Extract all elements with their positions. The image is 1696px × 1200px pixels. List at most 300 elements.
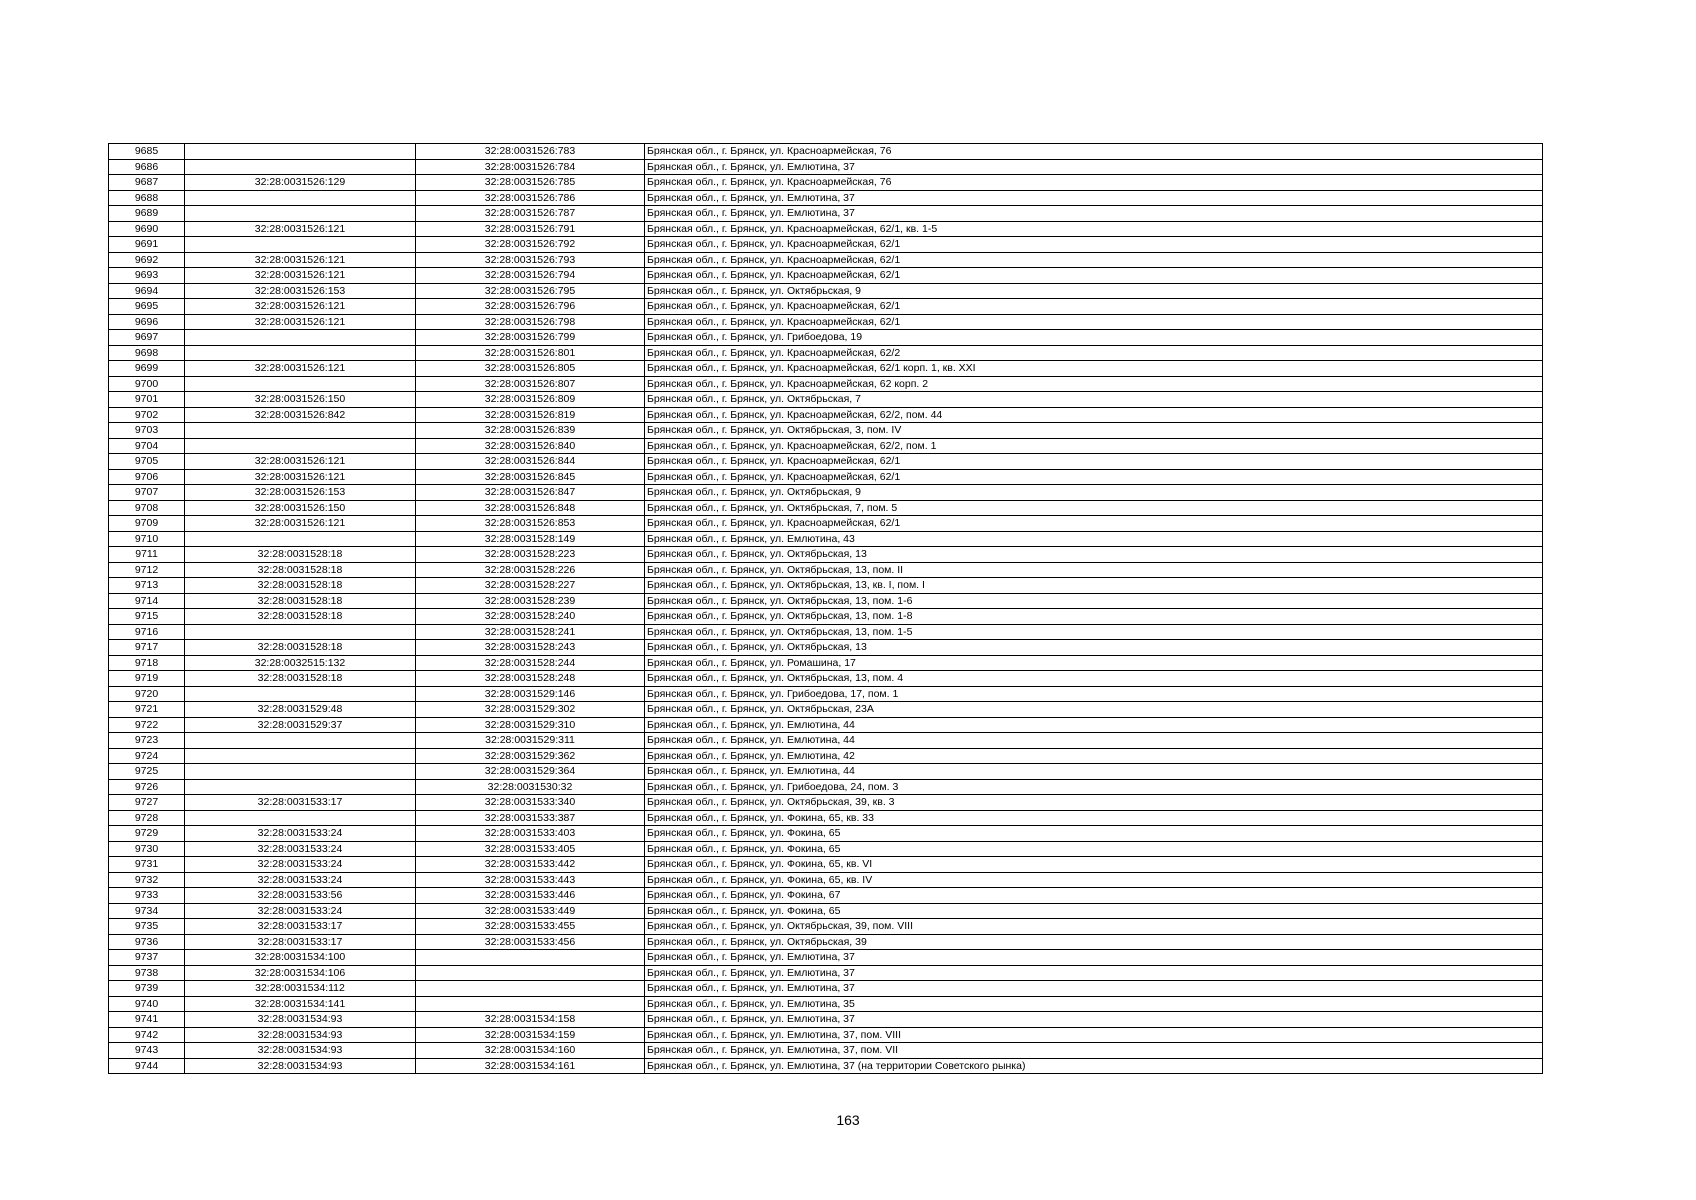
row-number-cell: 9717 bbox=[109, 640, 185, 656]
address-cell: Брянская обл., г. Брянск, ул. Красноармейская, 62 корп. 2 bbox=[645, 376, 1543, 392]
table-row bbox=[109, 330, 1543, 346]
cadastral-number-cell: 32:28:0031526:847 bbox=[416, 485, 645, 501]
table-row bbox=[109, 655, 1543, 671]
cadastral-number-cell: 32:28:0031533:455 bbox=[416, 919, 645, 935]
parent-cadastral-cell bbox=[185, 376, 416, 392]
address-cell: Брянская обл., г. Брянск, ул. Красноармейская, 62/1 bbox=[645, 252, 1543, 268]
cadastral-number-cell: 32:28:0031528:241 bbox=[416, 624, 645, 640]
cadastral-number-cell: 32:28:0031528:227 bbox=[416, 578, 645, 594]
cadastral-number-cell: 32:28:0031526:805 bbox=[416, 361, 645, 377]
row-number-cell: 9715 bbox=[109, 609, 185, 625]
table-row bbox=[109, 1027, 1543, 1043]
cadastral-number-cell: 32:28:0031528:223 bbox=[416, 547, 645, 563]
parent-cadastral-cell: 32:28:0031526:121 bbox=[185, 361, 416, 377]
address-cell: Брянская обл., г. Брянск, ул. Красноармейская, 76 bbox=[645, 175, 1543, 191]
address-cell: Брянская обл., г. Брянск, ул. Октябрьская, 39, пом. VIII bbox=[645, 919, 1543, 935]
table-row bbox=[109, 376, 1543, 392]
table-row bbox=[109, 547, 1543, 563]
table-row bbox=[109, 717, 1543, 733]
cadastral-number-cell: 32:28:0031528:240 bbox=[416, 609, 645, 625]
table-row bbox=[109, 748, 1543, 764]
row-number-cell: 9710 bbox=[109, 531, 185, 547]
cadastral-number-cell: 32:28:0031533:443 bbox=[416, 872, 645, 888]
table-row bbox=[109, 624, 1543, 640]
parent-cadastral-cell: 32:28:0031533:24 bbox=[185, 857, 416, 873]
address-cell: Брянская обл., г. Брянск, ул. Октябрьская, 13, пом. II bbox=[645, 562, 1543, 578]
table-row bbox=[109, 686, 1543, 702]
cadastral-number-cell: 32:28:0031529:311 bbox=[416, 733, 645, 749]
address-cell: Брянская обл., г. Брянск, ул. Емлютина, 37 (на территории Советского рынка) bbox=[645, 1058, 1543, 1074]
parent-cadastral-cell: 32:28:0031526:121 bbox=[185, 299, 416, 315]
parent-cadastral-cell: 32:28:0031534:93 bbox=[185, 1012, 416, 1028]
row-number-cell: 9731 bbox=[109, 857, 185, 873]
table-row bbox=[109, 903, 1543, 919]
table-row bbox=[109, 578, 1543, 594]
page-number: 163 bbox=[836, 1112, 860, 1128]
table-row bbox=[109, 593, 1543, 609]
cadastral-number-cell: 32:28:0031526:783 bbox=[416, 144, 645, 160]
parent-cadastral-cell bbox=[185, 624, 416, 640]
cadastral-number-cell: 32:28:0031526:792 bbox=[416, 237, 645, 253]
table-row bbox=[109, 702, 1543, 718]
table-row bbox=[109, 640, 1543, 656]
address-cell: Брянская обл., г. Брянск, ул. Октябрьская, 13 bbox=[645, 547, 1543, 563]
table-row bbox=[109, 671, 1543, 687]
row-number-cell: 9721 bbox=[109, 702, 185, 718]
parent-cadastral-cell bbox=[185, 206, 416, 222]
table-row bbox=[109, 826, 1543, 842]
parent-cadastral-cell bbox=[185, 159, 416, 175]
table-row bbox=[109, 299, 1543, 315]
address-cell: Брянская обл., г. Брянск, ул. Грибоедова, 24, пом. 3 bbox=[645, 779, 1543, 795]
cadastral-number-cell: 32:28:0031533:405 bbox=[416, 841, 645, 857]
cadastral-number-cell: 32:28:0031528:244 bbox=[416, 655, 645, 671]
address-cell: Брянская обл., г. Брянск, ул. Октябрьская, 7, пом. 5 bbox=[645, 500, 1543, 516]
parent-cadastral-cell: 32:28:0031528:18 bbox=[185, 578, 416, 594]
address-cell: Брянская обл., г. Брянск, ул. Красноармейская, 62/1 bbox=[645, 314, 1543, 330]
table-row bbox=[109, 531, 1543, 547]
cadastral-number-cell: 32:28:0031534:161 bbox=[416, 1058, 645, 1074]
address-cell: Брянская обл., г. Брянск, ул. Октябрьская, 23А bbox=[645, 702, 1543, 718]
address-cell: Брянская обл., г. Брянск, ул. Емлютина, 37 bbox=[645, 206, 1543, 222]
table-row bbox=[109, 795, 1543, 811]
row-number-cell: 9722 bbox=[109, 717, 185, 733]
cadastral-number-cell: 32:28:0031533:449 bbox=[416, 903, 645, 919]
table-row bbox=[109, 314, 1543, 330]
cadastral-number-cell: 32:28:0031526:840 bbox=[416, 438, 645, 454]
parent-cadastral-cell: 32:28:0031533:24 bbox=[185, 841, 416, 857]
parent-cadastral-cell bbox=[185, 748, 416, 764]
table-row bbox=[109, 872, 1543, 888]
table-row bbox=[109, 237, 1543, 253]
parent-cadastral-cell: 32:28:0031526:150 bbox=[185, 392, 416, 408]
cadastral-number-cell: 32:28:0031533:456 bbox=[416, 934, 645, 950]
row-number-cell: 9688 bbox=[109, 190, 185, 206]
parent-cadastral-cell: 32:28:0031534:100 bbox=[185, 950, 416, 966]
row-number-cell: 9690 bbox=[109, 221, 185, 237]
parent-cadastral-cell: 32:28:0031526:121 bbox=[185, 516, 416, 532]
cadastral-number-cell: 32:28:0031529:364 bbox=[416, 764, 645, 780]
cadastral-number-cell: 32:28:0031526:845 bbox=[416, 469, 645, 485]
cadastral-number-cell: 32:28:0031529:310 bbox=[416, 717, 645, 733]
table-row bbox=[109, 438, 1543, 454]
address-cell: Брянская обл., г. Брянск, ул. Красноармейская, 62/1 bbox=[645, 516, 1543, 532]
row-number-cell: 9739 bbox=[109, 981, 185, 997]
address-cell: Брянская обл., г. Брянск, ул. Емлютина, 37 bbox=[645, 965, 1543, 981]
cadastral-number-cell: 32:28:0031526:793 bbox=[416, 252, 645, 268]
address-cell: Брянская обл., г. Брянск, ул. Емлютина, 42 bbox=[645, 748, 1543, 764]
address-cell: Брянская обл., г. Брянск, ул. Фокина, 67 bbox=[645, 888, 1543, 904]
address-cell: Брянская обл., г. Брянск, ул. Красноармейская, 76 bbox=[645, 144, 1543, 160]
table-row bbox=[109, 159, 1543, 175]
parent-cadastral-cell: 32:28:0031533:17 bbox=[185, 919, 416, 935]
cadastral-number-cell bbox=[416, 965, 645, 981]
table-row bbox=[109, 206, 1543, 222]
cadastral-number-cell: 32:28:0031534:158 bbox=[416, 1012, 645, 1028]
row-number-cell: 9704 bbox=[109, 438, 185, 454]
cadastral-number-cell: 32:28:0031526:839 bbox=[416, 423, 645, 439]
address-cell: Брянская обл., г. Брянск, ул. Октябрьская, 39 bbox=[645, 934, 1543, 950]
address-cell: Брянская обл., г. Брянск, ул. Грибоедова, 19 bbox=[645, 330, 1543, 346]
row-number-cell: 9691 bbox=[109, 237, 185, 253]
parent-cadastral-cell bbox=[185, 190, 416, 206]
row-number-cell: 9708 bbox=[109, 500, 185, 516]
cadastral-number-cell: 32:28:0031526:809 bbox=[416, 392, 645, 408]
table-row bbox=[109, 733, 1543, 749]
cadastral-number-cell: 32:28:0031528:149 bbox=[416, 531, 645, 547]
table-row bbox=[109, 857, 1543, 873]
table-row bbox=[109, 516, 1543, 532]
table-row bbox=[109, 454, 1543, 470]
parent-cadastral-cell: 32:28:0031526:153 bbox=[185, 485, 416, 501]
cadastral-number-cell: 32:28:0031526:798 bbox=[416, 314, 645, 330]
table-row bbox=[109, 1043, 1543, 1059]
parent-cadastral-cell: 32:28:0031526:842 bbox=[185, 407, 416, 423]
cadastral-number-cell bbox=[416, 981, 645, 997]
row-number-cell: 9740 bbox=[109, 996, 185, 1012]
row-number-cell: 9686 bbox=[109, 159, 185, 175]
cadastral-number-cell: 32:28:0031526:785 bbox=[416, 175, 645, 191]
address-cell: Брянская обл., г. Брянск, ул. Октябрьская, 13, пом. 1-5 bbox=[645, 624, 1543, 640]
address-cell: Брянская обл., г. Брянск, ул. Фокина, 65, кв. VI bbox=[645, 857, 1543, 873]
address-cell: Брянская обл., г. Брянск, ул. Красноармейская, 62/1 bbox=[645, 454, 1543, 470]
cadastral-number-cell: 32:28:0031526:794 bbox=[416, 268, 645, 284]
address-cell: Брянская обл., г. Брянск, ул. Емлютина, 37 bbox=[645, 190, 1543, 206]
parent-cadastral-cell bbox=[185, 423, 416, 439]
cadastral-number-cell: 32:28:0031533:442 bbox=[416, 857, 645, 873]
address-cell: Брянская обл., г. Брянск, ул. Красноармейская, 62/1 bbox=[645, 299, 1543, 315]
cadastral-number-cell: 32:28:0031533:403 bbox=[416, 826, 645, 842]
parent-cadastral-cell: 32:28:0031534:93 bbox=[185, 1058, 416, 1074]
cadastral-number-cell: 32:28:0031526:796 bbox=[416, 299, 645, 315]
parent-cadastral-cell: 32:28:0031533:24 bbox=[185, 903, 416, 919]
table-row bbox=[109, 345, 1543, 361]
parent-cadastral-cell: 32:28:0031529:48 bbox=[185, 702, 416, 718]
cadastral-number-cell: 32:28:0031528:226 bbox=[416, 562, 645, 578]
row-number-cell: 9743 bbox=[109, 1043, 185, 1059]
parent-cadastral-cell bbox=[185, 531, 416, 547]
table-row bbox=[109, 996, 1543, 1012]
cadastral-number-cell: 32:28:0031529:146 bbox=[416, 686, 645, 702]
table-row bbox=[109, 1058, 1543, 1074]
table-row bbox=[109, 392, 1543, 408]
table-row bbox=[109, 500, 1543, 516]
cadastral-number-cell: 32:28:0031526:807 bbox=[416, 376, 645, 392]
row-number-cell: 9744 bbox=[109, 1058, 185, 1074]
table-body bbox=[109, 144, 1543, 1074]
row-number-cell: 9701 bbox=[109, 392, 185, 408]
parent-cadastral-cell bbox=[185, 144, 416, 160]
parent-cadastral-cell bbox=[185, 733, 416, 749]
parent-cadastral-cell bbox=[185, 686, 416, 702]
parent-cadastral-cell: 32:28:0031526:121 bbox=[185, 252, 416, 268]
address-cell: Брянская обл., г. Брянск, ул. Красноармейская, 62/1 bbox=[645, 469, 1543, 485]
table-row bbox=[109, 981, 1543, 997]
row-number-cell: 9692 bbox=[109, 252, 185, 268]
parent-cadastral-cell: 32:28:0032515:132 bbox=[185, 655, 416, 671]
row-number-cell: 9730 bbox=[109, 841, 185, 857]
row-number-cell: 9714 bbox=[109, 593, 185, 609]
address-cell: Брянская обл., г. Брянск, ул. Фокина, 65 bbox=[645, 841, 1543, 857]
cadastral-number-cell: 32:28:0031534:160 bbox=[416, 1043, 645, 1059]
address-cell: Брянская обл., г. Брянск, ул. Красноармейская, 62/1 bbox=[645, 237, 1543, 253]
address-cell: Брянская обл., г. Брянск, ул. Фокина, 65 bbox=[645, 903, 1543, 919]
table-row bbox=[109, 919, 1543, 935]
parent-cadastral-cell: 32:28:0031533:24 bbox=[185, 826, 416, 842]
parent-cadastral-cell: 32:28:0031534:141 bbox=[185, 996, 416, 1012]
table-row bbox=[109, 407, 1543, 423]
cadastral-number-cell bbox=[416, 996, 645, 1012]
row-number-cell: 9738 bbox=[109, 965, 185, 981]
row-number-cell: 9735 bbox=[109, 919, 185, 935]
cadastral-number-cell: 32:28:0031529:302 bbox=[416, 702, 645, 718]
parent-cadastral-cell: 32:28:0031526:121 bbox=[185, 314, 416, 330]
table-row bbox=[109, 221, 1543, 237]
row-number-cell: 9728 bbox=[109, 810, 185, 826]
parent-cadastral-cell: 32:28:0031528:18 bbox=[185, 671, 416, 687]
address-cell: Брянская обл., г. Брянск, ул. Октябрьская, 9 bbox=[645, 485, 1543, 501]
address-cell: Брянская обл., г. Брянск, ул. Емлютина, 37 bbox=[645, 950, 1543, 966]
row-number-cell: 9718 bbox=[109, 655, 185, 671]
address-cell: Брянская обл., г. Брянск, ул. Емлютина, 37, пом. VII bbox=[645, 1043, 1543, 1059]
address-cell: Брянская обл., г. Брянск, ул. Емлютина, 44 bbox=[645, 733, 1543, 749]
cadastral-number-cell: 32:28:0031528:239 bbox=[416, 593, 645, 609]
parent-cadastral-cell: 32:28:0031526:121 bbox=[185, 469, 416, 485]
row-number-cell: 9729 bbox=[109, 826, 185, 842]
cadastral-number-cell: 32:28:0031534:159 bbox=[416, 1027, 645, 1043]
parent-cadastral-cell bbox=[185, 345, 416, 361]
row-number-cell: 9706 bbox=[109, 469, 185, 485]
row-number-cell: 9712 bbox=[109, 562, 185, 578]
address-cell: Брянская обл., г. Брянск, ул. Октябрьская, 13, пом. 1-8 bbox=[645, 609, 1543, 625]
address-cell: Брянская обл., г. Брянск, ул. Октябрьская, 13, кв. I, пом. I bbox=[645, 578, 1543, 594]
cadastral-number-cell: 32:28:0031528:243 bbox=[416, 640, 645, 656]
address-cell: Брянская обл., г. Брянск, ул. Емлютина, 44 bbox=[645, 717, 1543, 733]
table-row bbox=[109, 562, 1543, 578]
cadastral-number-cell: 32:28:0031526:786 bbox=[416, 190, 645, 206]
address-cell: Брянская обл., г. Брянск, ул. Грибоедова, 17, пом. 1 bbox=[645, 686, 1543, 702]
table-row bbox=[109, 810, 1543, 826]
row-number-cell: 9703 bbox=[109, 423, 185, 439]
table-row bbox=[109, 252, 1543, 268]
parent-cadastral-cell bbox=[185, 330, 416, 346]
address-cell: Брянская обл., г. Брянск, ул. Красноармейская, 62/1 bbox=[645, 268, 1543, 284]
table-row bbox=[109, 934, 1543, 950]
row-number-cell: 9694 bbox=[109, 283, 185, 299]
cadastral-number-cell: 32:28:0031526:853 bbox=[416, 516, 645, 532]
row-number-cell: 9737 bbox=[109, 950, 185, 966]
row-number-cell: 9709 bbox=[109, 516, 185, 532]
row-number-cell: 9685 bbox=[109, 144, 185, 160]
parent-cadastral-cell bbox=[185, 438, 416, 454]
parent-cadastral-cell: 32:28:0031534:112 bbox=[185, 981, 416, 997]
parent-cadastral-cell bbox=[185, 779, 416, 795]
cadastral-number-cell: 32:28:0031533:446 bbox=[416, 888, 645, 904]
cadastral-number-cell: 32:28:0031526:784 bbox=[416, 159, 645, 175]
cadastral-number-cell: 32:28:0031526:795 bbox=[416, 283, 645, 299]
table-row bbox=[109, 779, 1543, 795]
parent-cadastral-cell: 32:28:0031533:17 bbox=[185, 795, 416, 811]
row-number-cell: 9699 bbox=[109, 361, 185, 377]
address-cell: Брянская обл., г. Брянск, ул. Фокина, 65 bbox=[645, 826, 1543, 842]
row-number-cell: 9724 bbox=[109, 748, 185, 764]
table-row bbox=[109, 469, 1543, 485]
row-number-cell: 9734 bbox=[109, 903, 185, 919]
address-cell: Брянская обл., г. Брянск, ул. Емлютина, 37 bbox=[645, 981, 1543, 997]
row-number-cell: 9720 bbox=[109, 686, 185, 702]
parent-cadastral-cell: 32:28:0031526:121 bbox=[185, 454, 416, 470]
parent-cadastral-cell: 32:28:0031528:18 bbox=[185, 609, 416, 625]
address-cell: Брянская обл., г. Брянск, ул. Ромашина, 17 bbox=[645, 655, 1543, 671]
table-row bbox=[109, 888, 1543, 904]
row-number-cell: 9713 bbox=[109, 578, 185, 594]
parent-cadastral-cell: 32:28:0031526:121 bbox=[185, 221, 416, 237]
table-row bbox=[109, 965, 1543, 981]
cadastral-number-cell: 32:28:0031526:801 bbox=[416, 345, 645, 361]
table-row bbox=[109, 423, 1543, 439]
row-number-cell: 9719 bbox=[109, 671, 185, 687]
row-number-cell: 9741 bbox=[109, 1012, 185, 1028]
row-number-cell: 9697 bbox=[109, 330, 185, 346]
table-row bbox=[109, 283, 1543, 299]
address-cell: Брянская обл., г. Брянск, ул. Емлютина, 37, пом. VIII bbox=[645, 1027, 1543, 1043]
parent-cadastral-cell: 32:28:0031533:56 bbox=[185, 888, 416, 904]
address-cell: Брянская обл., г. Брянск, ул. Октябрьская, 39, кв. 3 bbox=[645, 795, 1543, 811]
cadastral-number-cell: 32:28:0031530:32 bbox=[416, 779, 645, 795]
table-row bbox=[109, 1012, 1543, 1028]
parent-cadastral-cell: 32:28:0031529:37 bbox=[185, 717, 416, 733]
parent-cadastral-cell: 32:28:0031534:93 bbox=[185, 1027, 416, 1043]
address-cell: Брянская обл., г. Брянск, ул. Октябрьская, 7 bbox=[645, 392, 1543, 408]
table-row bbox=[109, 609, 1543, 625]
table-row bbox=[109, 144, 1543, 160]
row-number-cell: 9716 bbox=[109, 624, 185, 640]
cadastral-number-cell: 32:28:0031526:844 bbox=[416, 454, 645, 470]
cadastral-number-cell: 32:28:0031526:787 bbox=[416, 206, 645, 222]
row-number-cell: 9711 bbox=[109, 547, 185, 563]
address-cell: Брянская обл., г. Брянск, ул. Фокина, 65, кв. IV bbox=[645, 872, 1543, 888]
row-number-cell: 9698 bbox=[109, 345, 185, 361]
row-number-cell: 9695 bbox=[109, 299, 185, 315]
row-number-cell: 9689 bbox=[109, 206, 185, 222]
row-number-cell: 9705 bbox=[109, 454, 185, 470]
parent-cadastral-cell: 32:28:0031533:24 bbox=[185, 872, 416, 888]
parent-cadastral-cell bbox=[185, 810, 416, 826]
row-number-cell: 9702 bbox=[109, 407, 185, 423]
parent-cadastral-cell: 32:28:0031534:93 bbox=[185, 1043, 416, 1059]
parent-cadastral-cell bbox=[185, 237, 416, 253]
cadastral-number-cell: 32:28:0031526:819 bbox=[416, 407, 645, 423]
row-number-cell: 9733 bbox=[109, 888, 185, 904]
address-cell: Брянская обл., г. Брянск, ул. Октябрьская, 13, пом. 4 bbox=[645, 671, 1543, 687]
cadastral-number-cell: 32:28:0031529:362 bbox=[416, 748, 645, 764]
parent-cadastral-cell: 32:28:0031528:18 bbox=[185, 547, 416, 563]
address-cell: Брянская обл., г. Брянск, ул. Емлютина, 44 bbox=[645, 764, 1543, 780]
cadastral-number-cell: 32:28:0031528:248 bbox=[416, 671, 645, 687]
parent-cadastral-cell: 32:28:0031526:153 bbox=[185, 283, 416, 299]
cadastral-number-cell: 32:28:0031526:791 bbox=[416, 221, 645, 237]
cadastral-number-cell: 32:28:0031526:848 bbox=[416, 500, 645, 516]
table-row bbox=[109, 190, 1543, 206]
address-cell: Брянская обл., г. Брянск, ул. Емлютина, 37 bbox=[645, 159, 1543, 175]
row-number-cell: 9693 bbox=[109, 268, 185, 284]
address-cell: Брянская обл., г. Брянск, ул. Емлютина, 43 bbox=[645, 531, 1543, 547]
address-cell: Брянская обл., г. Брянск, ул. Емлютина, 37 bbox=[645, 1012, 1543, 1028]
table-row bbox=[109, 950, 1543, 966]
parent-cadastral-cell: 32:28:0031526:121 bbox=[185, 268, 416, 284]
row-number-cell: 9725 bbox=[109, 764, 185, 780]
row-number-cell: 9742 bbox=[109, 1027, 185, 1043]
address-cell: Брянская обл., г. Брянск, ул. Октябрьская, 13 bbox=[645, 640, 1543, 656]
address-cell: Брянская обл., г. Брянск, ул. Красноармейская, 62/2 bbox=[645, 345, 1543, 361]
cadastral-number-cell: 32:28:0031533:340 bbox=[416, 795, 645, 811]
table-row bbox=[109, 361, 1543, 377]
parent-cadastral-cell: 32:28:0031534:106 bbox=[185, 965, 416, 981]
parent-cadastral-cell: 32:28:0031528:18 bbox=[185, 593, 416, 609]
cadastral-number-cell: 32:28:0031533:387 bbox=[416, 810, 645, 826]
parent-cadastral-cell: 32:28:0031526:129 bbox=[185, 175, 416, 191]
row-number-cell: 9700 bbox=[109, 376, 185, 392]
parent-cadastral-cell: 32:28:0031528:18 bbox=[185, 640, 416, 656]
table-row bbox=[109, 841, 1543, 857]
row-number-cell: 9736 bbox=[109, 934, 185, 950]
row-number-cell: 9726 bbox=[109, 779, 185, 795]
table-row bbox=[109, 175, 1543, 191]
address-cell: Брянская обл., г. Брянск, ул. Октябрьская, 9 bbox=[645, 283, 1543, 299]
cadastral-table bbox=[108, 143, 1543, 1074]
table-row bbox=[109, 485, 1543, 501]
parent-cadastral-cell: 32:28:0031528:18 bbox=[185, 562, 416, 578]
address-cell: Брянская обл., г. Брянск, ул. Красноармейская, 62/1 корп. 1, кв. XXI bbox=[645, 361, 1543, 377]
row-number-cell: 9723 bbox=[109, 733, 185, 749]
address-cell: Брянская обл., г. Брянск, ул. Октябрьская, 3, пом. IV bbox=[645, 423, 1543, 439]
row-number-cell: 9727 bbox=[109, 795, 185, 811]
address-cell: Брянская обл., г. Брянск, ул. Красноармейская, 62/1, кв. 1-5 bbox=[645, 221, 1543, 237]
address-cell: Брянская обл., г. Брянск, ул. Октябрьская, 13, пом. 1-6 bbox=[645, 593, 1543, 609]
parent-cadastral-cell: 32:28:0031533:17 bbox=[185, 934, 416, 950]
table-row bbox=[109, 764, 1543, 780]
row-number-cell: 9732 bbox=[109, 872, 185, 888]
parent-cadastral-cell bbox=[185, 764, 416, 780]
table-row bbox=[109, 268, 1543, 284]
address-cell: Брянская обл., г. Брянск, ул. Емлютина, 35 bbox=[645, 996, 1543, 1012]
row-number-cell: 9707 bbox=[109, 485, 185, 501]
address-cell: Брянская обл., г. Брянск, ул. Красноармейская, 62/2, пом. 1 bbox=[645, 438, 1543, 454]
address-cell: Брянская обл., г. Брянск, ул. Фокина, 65, кв. 33 bbox=[645, 810, 1543, 826]
cadastral-number-cell bbox=[416, 950, 645, 966]
address-cell: Брянская обл., г. Брянск, ул. Красноармейская, 62/2, пом. 44 bbox=[645, 407, 1543, 423]
cadastral-number-cell: 32:28:0031526:799 bbox=[416, 330, 645, 346]
